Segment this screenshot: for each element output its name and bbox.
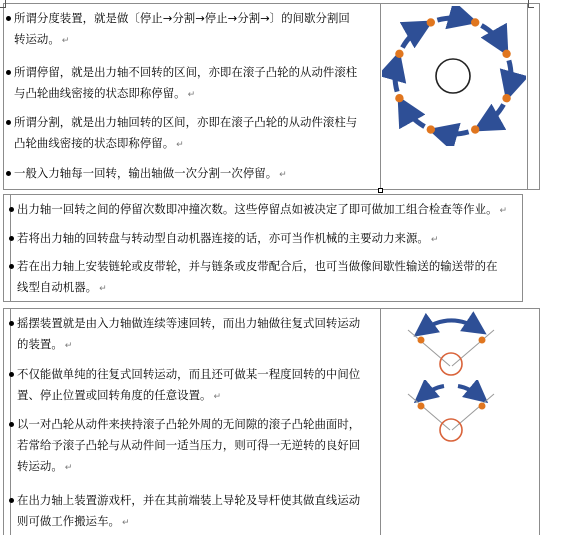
bullet-icon: [9, 372, 14, 377]
corner-mark: [0, 0, 6, 8]
bullet-icon: [9, 236, 14, 241]
ring-station-dot: [395, 94, 403, 102]
ring-station-dot: [471, 125, 479, 133]
s3-para-1: 摇摆装置就是由入力轴做连续等速回转，而出力轴做往复式回转运动 的装置。 ↵: [17, 313, 360, 357]
bullet-icon: [6, 120, 11, 125]
oscillation-diagram-continuous: [398, 308, 508, 388]
bullet-icon: [9, 422, 14, 427]
ring-station-dot: [427, 125, 435, 133]
ring-arc-arrow: [437, 18, 468, 20]
bullet-icon: [6, 70, 11, 75]
oscillation-diagram-dwell: [398, 380, 508, 460]
ring-arc-arrow: [402, 25, 424, 47]
s1-para-3: 所谓分割，就是出力轴回转的区间，亦即在滚子凸轮的从动件滚柱与 凸轮曲线密接的状态即称停留。 ↵: [14, 112, 357, 156]
s3-para-2: 不仅能做单纯的往复式回转运动，而且还可做某一程度回转的中间位 置、停止位置或回转角度的任意设置。 ↵: [17, 364, 360, 408]
index-ring-diagram: [382, 6, 526, 146]
pilcrow-icon: ↵: [61, 36, 70, 46]
s1-para-2: 所谓停留，就是出力轴不回转的区间，亦即在滚子凸轮的从动件滚柱 与凸轮曲线密接的状态即称停留。 ↵: [14, 62, 357, 106]
pilcrow-icon: ↵: [187, 90, 196, 100]
s2-para-2: 若将出力轴的回转盘与转动型自动机器连接的话，亦可当作机械的主要动力来源。 ↵: [17, 228, 438, 251]
corner-mark: [528, 0, 534, 8]
s3-para-4: 在出力轴上装置游戏杆，并在其前端装上导轮及导杆使其做直线运动 则可做工作搬运车。 ↵: [17, 490, 360, 534]
s3-para-3: 以一对凸轮从动件来挟持滚子凸轮外周的无间隙的滚子凸轮曲面时， 若常给予滚子凸轮与从动件间一适当压力，则可得一无逆转的良好回 转运动。 ↵: [17, 414, 360, 479]
pilcrow-icon: ↵: [99, 284, 107, 294]
swing-arc-left: [420, 386, 444, 398]
pilcrow-icon: ↵: [279, 170, 287, 180]
section-3-column-divider: [380, 308, 381, 535]
pilcrow-icon: ↵: [121, 518, 130, 528]
pilcrow-icon: ↵: [430, 235, 439, 245]
pilcrow-icon: ↵: [499, 206, 508, 216]
bullet-icon: [6, 16, 11, 21]
bullet-icon: [9, 207, 14, 212]
ring-arc-arrow: [437, 132, 468, 134]
ring-arc-arrow: [481, 104, 503, 126]
pilcrow-icon: ↵: [176, 140, 184, 150]
swing-arc-arrow: [420, 320, 480, 332]
ring-arc-arrow: [509, 60, 511, 91]
ring-station-dot: [395, 50, 403, 58]
swing-arc-right: [458, 386, 482, 398]
s2-para-1: 出力轴一回转之间的停留次数即冲撞次数。这些停留点如被决定了即可做加工组合检查等作业。 ↵: [17, 199, 507, 222]
section-1-right-border: [527, 3, 528, 190]
s1-para-4: 一般入力轴每一回转，输出轴做一次分割一次停留。 ↵: [14, 163, 287, 186]
pilcrow-icon: ↵: [64, 463, 73, 473]
bullet-icon: [9, 498, 14, 503]
resize-handle[interactable]: [378, 188, 383, 193]
ring-arc-arrow: [481, 25, 503, 47]
center-hub: [436, 59, 470, 93]
ring-station-dot: [502, 94, 510, 102]
ring-station-dot: [471, 18, 479, 26]
s1-para-1: 所谓分度装置，就是做〔停止→分割→停止→分割→〕的间歇分割回 转运动。 ↵: [14, 8, 350, 52]
bullet-icon: [9, 321, 14, 326]
section-1-column-divider: [380, 3, 381, 190]
bullet-icon: [9, 264, 14, 269]
pilcrow-icon: ↵: [213, 392, 222, 402]
pilcrow-icon: ↵: [64, 341, 73, 351]
ring-arc-arrow: [402, 104, 424, 126]
bullet-icon: [6, 171, 11, 176]
s2-para-3: 若在出力轴上安装链轮或皮带轮，并与链条或皮带配合后，也可当做像间歇性输送的输送带的在 线型自动机器。 ↵: [17, 256, 498, 300]
ring-arc-arrow: [395, 60, 397, 91]
ring-station-dot: [502, 50, 510, 58]
ring-station-dot: [427, 18, 435, 26]
